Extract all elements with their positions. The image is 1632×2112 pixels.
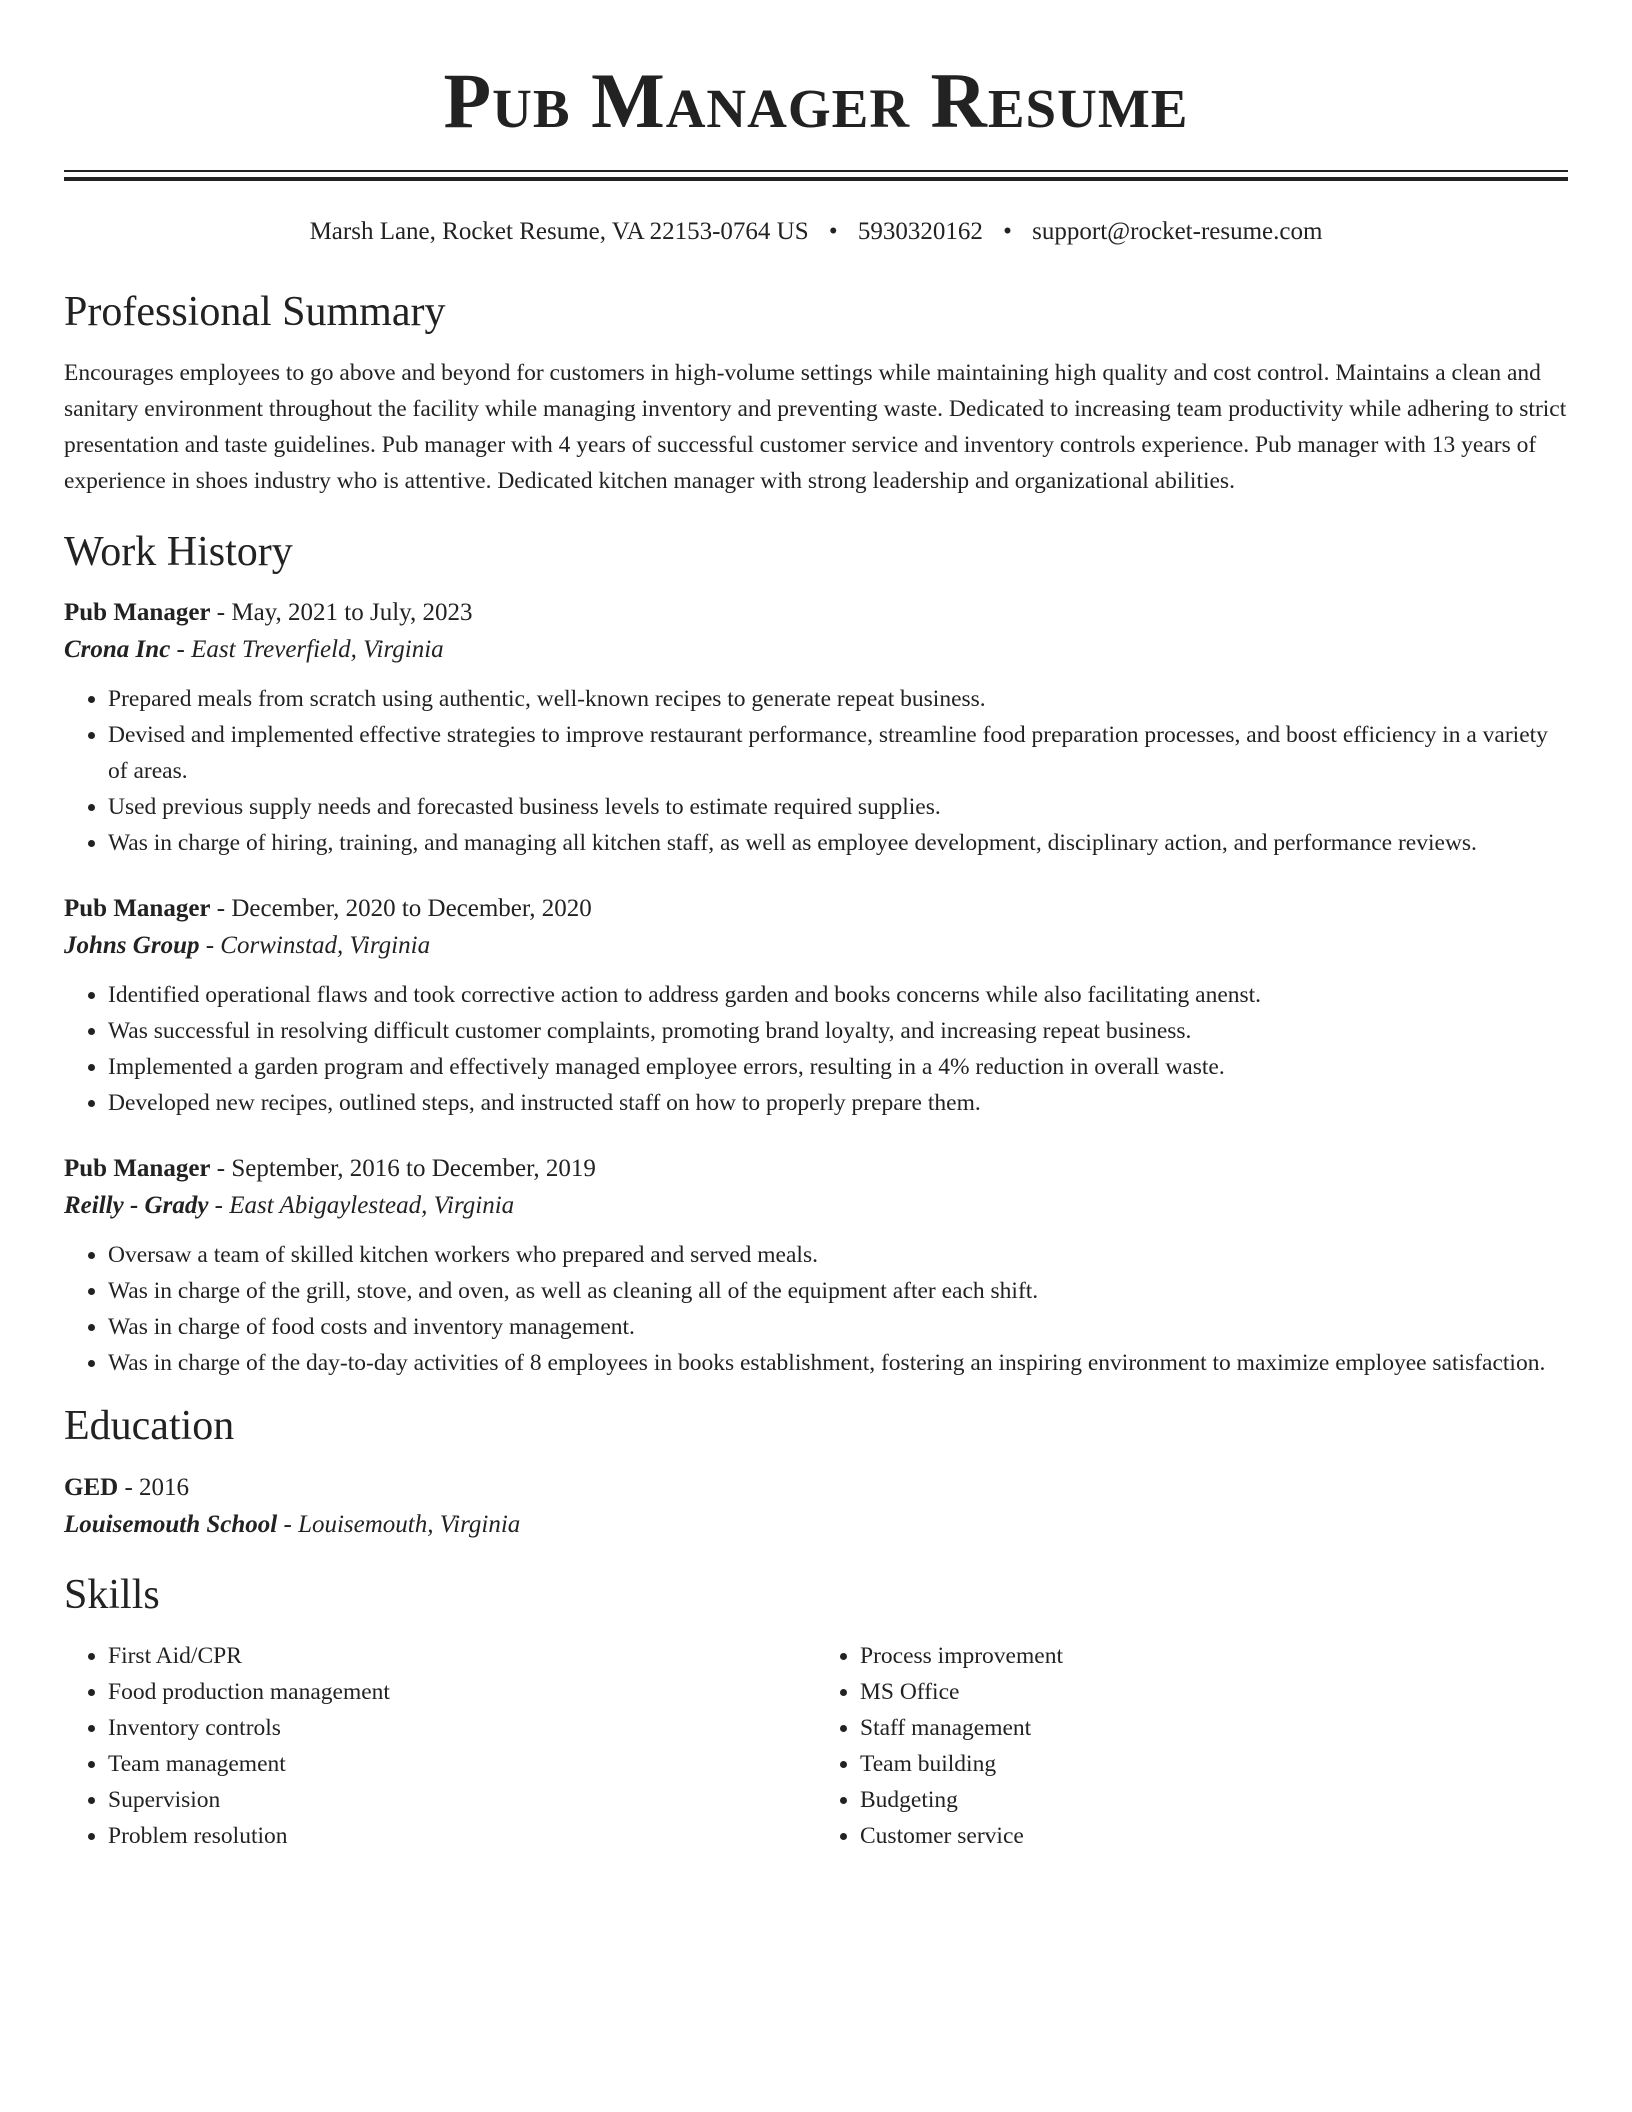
skills-column-right xyxy=(816,1638,1568,1854)
job-bullet: • Was in charge of the grill, stove, and oven, as well as cleaning all of the equipment after each shift. xyxy=(108,1273,1568,1309)
job-title: Pub Manager xyxy=(64,1155,211,1183)
job-title-line xyxy=(64,891,1568,927)
title-divider xyxy=(64,170,1568,181)
skill-item: • Customer service xyxy=(860,1818,1568,1854)
skill-item: • Team building xyxy=(860,1746,1568,1782)
education-entry xyxy=(64,1470,1568,1544)
job-bullets xyxy=(64,681,1568,861)
job-dates: - September, 2016 to December, 2019 xyxy=(210,1155,596,1183)
job-entry xyxy=(64,595,1568,861)
degree-name: GED xyxy=(64,1473,119,1501)
job-bullets xyxy=(64,1237,1568,1381)
summary-heading: Professional Summary xyxy=(64,289,446,335)
skill-item: • Process improvement xyxy=(860,1638,1568,1674)
page-title: Pub Manager Resume xyxy=(443,57,1189,144)
school-line xyxy=(64,1506,1568,1544)
company-location: - East Treverfield, Virginia xyxy=(170,636,444,664)
company-location: - Corwinstad, Virginia xyxy=(199,932,431,960)
job-title: Pub Manager xyxy=(64,895,211,923)
job-bullet: • Devised and implemented effective strategies to improve restaurant performance, streamline food preparation processes, and boost efficiency in a variety of areas. xyxy=(108,717,1568,789)
skills-list xyxy=(64,1638,1568,1854)
skill-item: • Food production management xyxy=(108,1674,816,1710)
degree-year: - 2016 xyxy=(118,1473,190,1501)
job-bullet: • Oversaw a team of skilled kitchen workers who prepared and served meals. xyxy=(108,1237,1568,1273)
job-bullet: • Was in charge of hiring, training, and managing all kitchen staff, as well as employee development, disciplinary action, and performance reviews. xyxy=(108,825,1568,861)
job-title-line xyxy=(64,595,1568,631)
job-entry xyxy=(64,891,1568,1121)
job-bullet: • Developed new recipes, outlined steps, and instructed staff on how to properly prepare them. xyxy=(108,1085,1568,1121)
contact-line xyxy=(64,217,1568,247)
job-bullet: • Identified operational flaws and took corrective action to address garden and books concerns while also facilitating anenst. xyxy=(108,977,1568,1013)
skill-item: • Inventory controls xyxy=(108,1710,816,1746)
company-location: - East Abigaylestead, Virginia xyxy=(208,1192,515,1220)
job-bullet: • Prepared meals from scratch using authentic, well-known recipes to generate repeat business. xyxy=(108,681,1568,717)
company-name: Reilly - Grady xyxy=(64,1192,209,1220)
skill-item: • Supervision xyxy=(108,1782,816,1818)
job-dates: - December, 2020 to December, 2020 xyxy=(210,895,592,923)
company-line xyxy=(64,927,1568,965)
company-name: Johns Group xyxy=(64,932,200,960)
skill-item: • Problem resolution xyxy=(108,1818,816,1854)
skills-column-left xyxy=(64,1638,816,1854)
skill-item: • Staff management xyxy=(860,1710,1568,1746)
education-heading: Education xyxy=(64,1403,235,1450)
job-entry xyxy=(64,1151,1568,1381)
company-line xyxy=(64,631,1568,669)
job-bullet: • Was successful in resolving difficult customer complaints, promoting brand loyalty, and increasing repeat business. xyxy=(108,1013,1568,1049)
job-bullet: • Was in charge of food costs and inventory management. xyxy=(108,1309,1568,1345)
work-history-heading: Work History xyxy=(64,529,293,576)
contact-email: support@rocket-resume.com xyxy=(1032,218,1323,245)
skills-heading: Skills xyxy=(64,1571,160,1618)
degree-line xyxy=(64,1470,1568,1506)
job-bullet: • Implemented a garden program and effectively managed employee errors, resulting in a 4% reduction in overall waste. xyxy=(108,1049,1568,1085)
contact-phone: 5930320162 xyxy=(857,218,983,245)
job-title-line xyxy=(64,1151,1568,1187)
skill-item: • MS Office xyxy=(860,1674,1568,1710)
job-dates: - May, 2021 to July, 2023 xyxy=(210,599,473,627)
job-bullet: • Used previous supply needs and forecasted business levels to estimate required supplies. xyxy=(108,789,1568,825)
contact-address: Marsh Lane, Rocket Resume, VA 22153-0764 US xyxy=(309,218,809,245)
job-title: Pub Manager xyxy=(64,599,211,627)
contact-separator: • xyxy=(828,218,838,245)
skill-item: • Team management xyxy=(108,1746,816,1782)
company-line xyxy=(64,1187,1568,1225)
school-name: Louisemouth School xyxy=(64,1510,278,1538)
skill-item: • First Aid/CPR xyxy=(108,1638,816,1674)
company-name: Crona Inc xyxy=(64,636,171,664)
school-location: - Louisemouth, Virginia xyxy=(277,1510,521,1538)
job-bullet: • Was in charge of the day-to-day activities of 8 employees in books establishment, fostering an inspiring environment to maximize employee satisfaction. xyxy=(108,1345,1568,1381)
summary-text: Encourages employees to go above and beyond for customers in high-volume settings while maintaining high quality and cost control. Maintains a clean and sanitary environment throughout the facility while managing inventory and preventing waste. Dedicated to increasing team productivity while adhering to strict presentation and taste guidelines. Pub manager with 4 years of successful customer service and inventory controls experience. Pub manager with 13 years of experience in shoes industry who is attentive. Dedicated kitchen manager with strong leadership and organizational abilities. xyxy=(64,360,1567,495)
job-bullets xyxy=(64,977,1568,1121)
contact-separator: • xyxy=(1003,218,1012,245)
skill-item: • Budgeting xyxy=(860,1782,1568,1818)
